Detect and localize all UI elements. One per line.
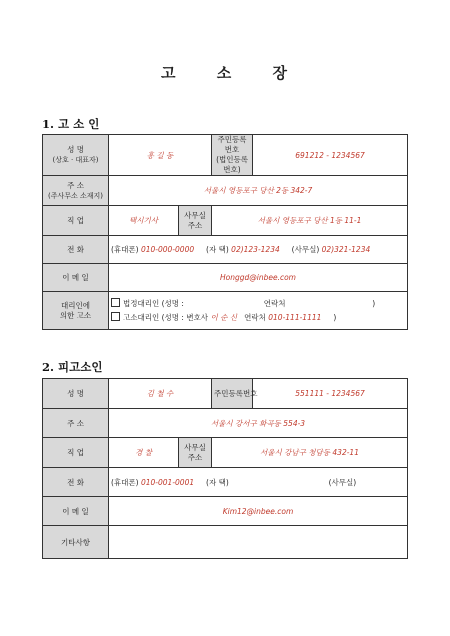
table-row bbox=[43, 438, 408, 468]
complaint-agent-checkbox[interactable] bbox=[111, 312, 120, 321]
section1-heading: 1. 고 소 인 bbox=[42, 117, 100, 131]
idno-sublabel: (법인등록번호) bbox=[216, 155, 248, 174]
legal-agent-label: 법정대리인 (성명 : bbox=[123, 298, 184, 308]
accused-tel-home-prefix: (자 택) bbox=[206, 477, 229, 487]
table-row bbox=[43, 526, 408, 559]
accused-etc-value[interactable] bbox=[109, 526, 408, 559]
name-sublabel: (상호 · 대표자) bbox=[52, 156, 99, 164]
accused-job-label: 직 업 bbox=[43, 438, 109, 468]
office-label: 사무실 주소 bbox=[179, 206, 212, 236]
table-row bbox=[43, 264, 408, 292]
title-char-2: 소 bbox=[216, 64, 234, 82]
table-row bbox=[43, 497, 408, 526]
tel-office: 02)321-1234 bbox=[321, 245, 371, 254]
accused-table bbox=[42, 378, 408, 559]
legal-agent-checkbox[interactable] bbox=[111, 298, 120, 307]
table-row bbox=[43, 409, 408, 438]
name-value[interactable]: 홍 길 동 bbox=[109, 135, 212, 176]
tel-label: 전 화 bbox=[43, 236, 109, 264]
tel-mobile: 010-000-0000 bbox=[140, 245, 195, 254]
address-value[interactable]: 서울시 영등포구 당산 2동 342-7 bbox=[109, 176, 408, 206]
address-label-cell bbox=[43, 176, 109, 206]
accused-etc-label: 기타사항 bbox=[43, 526, 109, 559]
table-row bbox=[43, 468, 408, 497]
legal-agent-contact-label: 연락처 bbox=[263, 298, 286, 308]
office-value[interactable]: 서울시 영등포구 당산 1동 11-1 bbox=[212, 206, 408, 236]
table-row bbox=[43, 176, 408, 206]
agent-value-cell bbox=[109, 292, 408, 330]
accused-name-value[interactable]: 김 철 수 bbox=[109, 379, 212, 409]
accused-name-label: 성 명 bbox=[43, 379, 109, 409]
complainant-table bbox=[42, 134, 408, 330]
document-title bbox=[0, 62, 450, 83]
table-row bbox=[43, 135, 408, 176]
accused-tel-office-prefix: (사무실) bbox=[328, 477, 357, 487]
address-label: 주 소 bbox=[67, 180, 84, 190]
address-sublabel: (주사무소 소재지) bbox=[47, 191, 104, 200]
agent-label-1: 대리인에 bbox=[61, 300, 90, 310]
accused-tel-mobile-prefix: (휴대폰) bbox=[111, 477, 139, 487]
complaint-agent-name: 이 순 신 bbox=[210, 312, 237, 322]
email-label: 이 메 일 bbox=[43, 264, 109, 292]
job-label: 직 업 bbox=[43, 206, 109, 236]
accused-tel-value-cell[interactable] bbox=[109, 468, 408, 497]
table-row bbox=[43, 236, 408, 264]
idno-label-cell bbox=[212, 135, 253, 176]
accused-office-value[interactable]: 서울시 강남구 청담동 432-11 bbox=[212, 438, 408, 468]
table-row bbox=[43, 379, 408, 409]
legal-agent-close: ) bbox=[372, 298, 376, 308]
email-value[interactable]: Honggd@inbee.com bbox=[109, 264, 408, 292]
accused-tel-mobile: 010-001-0001 bbox=[140, 477, 195, 487]
tel-home: 02)123-1234 bbox=[231, 245, 280, 254]
tel-value-cell[interactable] bbox=[109, 236, 408, 264]
table-row bbox=[43, 292, 408, 330]
agent-label-2: 의한 고소 bbox=[59, 310, 92, 320]
agent-line-complaint bbox=[111, 311, 405, 325]
accused-address-label: 주 소 bbox=[43, 409, 109, 438]
name-label: 성 명 bbox=[67, 145, 84, 154]
complaint-agent-phone: 010-111-1111 bbox=[268, 312, 322, 322]
table-row bbox=[43, 206, 408, 236]
complaint-agent-close: ) bbox=[333, 312, 337, 322]
idno-value[interactable]: 691212 - 1234567 bbox=[253, 135, 408, 176]
accused-tel-label: 전 화 bbox=[43, 468, 109, 497]
complaint-agent-contact-label: 연락처 bbox=[244, 312, 266, 322]
accused-email-value[interactable]: Kim12@inbee.com bbox=[109, 497, 408, 526]
accused-office-label: 사무실 주소 bbox=[179, 438, 212, 468]
name-label-cell bbox=[43, 135, 109, 176]
tel-home-prefix: (자 택) bbox=[206, 245, 229, 254]
tel-office-prefix: (사무실) bbox=[291, 245, 320, 254]
accused-idno-label: 주민등록번호 bbox=[212, 379, 253, 409]
job-value[interactable]: 택시기사 bbox=[109, 206, 179, 236]
accused-address-value[interactable]: 서울시 강서구 화곡동 554-3 bbox=[109, 409, 408, 438]
agent-label-cell bbox=[43, 292, 109, 330]
accused-email-label: 이 메 일 bbox=[43, 497, 109, 526]
agent-line-legal bbox=[111, 297, 405, 311]
complaint-agent-label: 고소대리인 (성명 : 변호사 bbox=[123, 312, 209, 322]
idno-label: 주민등록번호 bbox=[217, 135, 247, 154]
title-char-3: 장 bbox=[272, 64, 289, 82]
accused-job-value[interactable]: 경 찰 bbox=[109, 438, 179, 468]
title-char-1: 고 bbox=[161, 64, 178, 82]
accused-idno-value[interactable]: 551111 - 1234567 bbox=[253, 379, 408, 409]
section2-heading: 2. 피고소인 bbox=[42, 360, 103, 374]
tel-mobile-prefix: (휴대폰) bbox=[111, 245, 139, 254]
